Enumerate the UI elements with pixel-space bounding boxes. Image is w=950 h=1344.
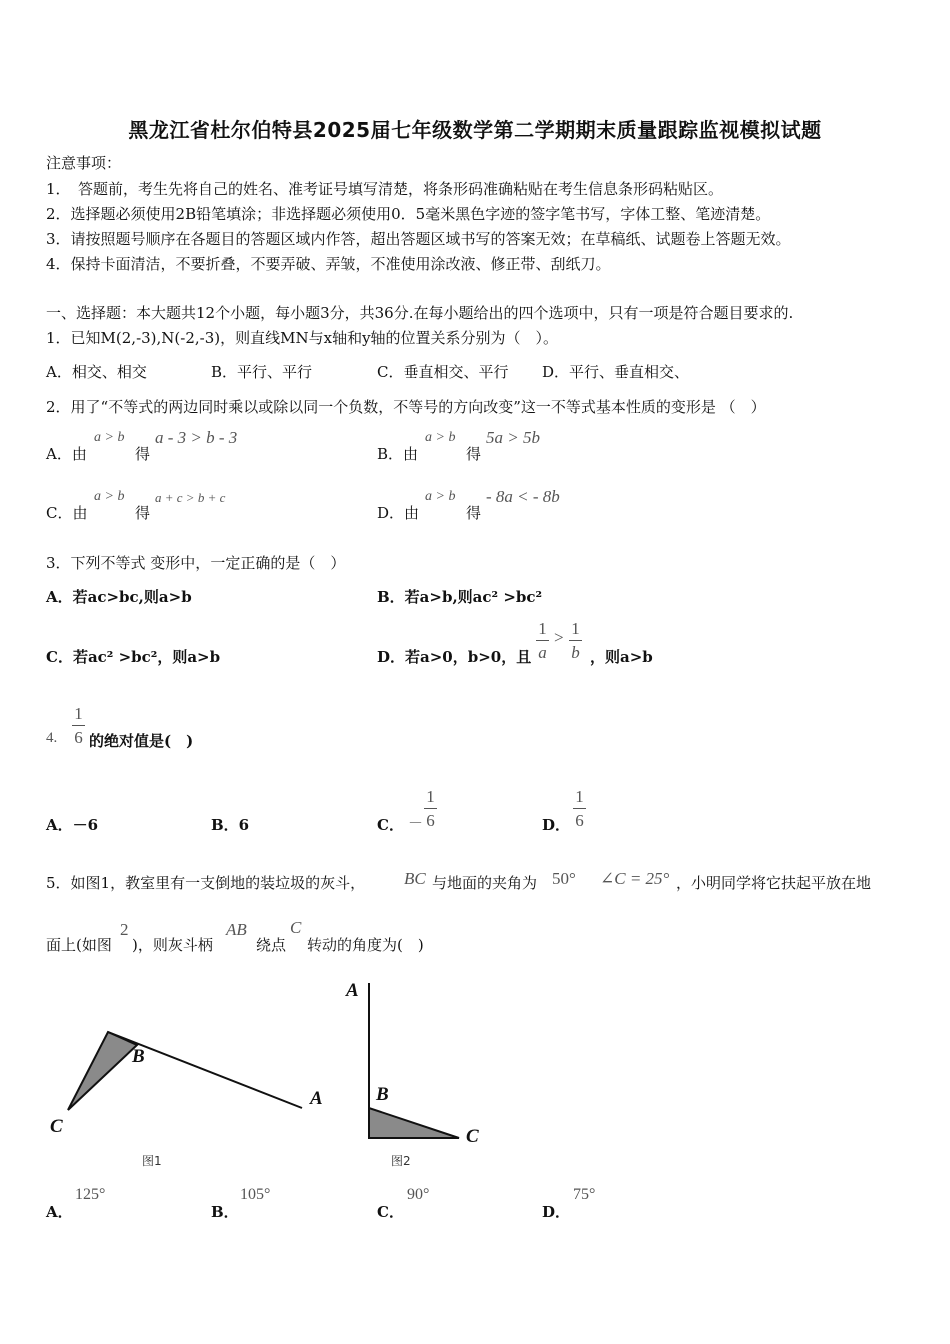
fraction-one-sixth <box>72 705 85 746</box>
q5-line1-end: ，小明同学将它扶起平放在地 <box>676 874 872 892</box>
q2-b-prefix: B．由 <box>377 445 419 463</box>
handle-line <box>108 1032 302 1108</box>
q5-d-value: 75° <box>573 1186 596 1203</box>
q5-angle-c: ∠C = 25° <box>600 869 670 888</box>
fraction-bar <box>424 808 437 809</box>
q1-option-d[interactable]: D．平行、垂直相交、 <box>542 363 690 381</box>
fig1-point-b: B <box>132 1046 145 1067</box>
q2-d-result: - 8a < - 8b <box>486 487 560 506</box>
q2-a-prefix: A．由 <box>46 445 87 463</box>
q2-c-de: 得 <box>135 504 151 522</box>
dustpan-shape <box>369 1108 459 1138</box>
question-4-number: 4. <box>46 730 58 746</box>
fraction-numerator: 1 <box>575 787 584 806</box>
question-1-stem: 1．已知M(2,-3),N(-2,-3)，则直线MN与x轴和y轴的位置关系分别为（ ）。 <box>46 329 559 347</box>
q2-c-result: a + c > b + c <box>155 490 226 505</box>
fraction-denominator: a <box>538 643 547 662</box>
q5-angle-50: 50° <box>552 869 576 888</box>
q5-ab: AB <box>226 920 247 939</box>
fraction-denominator: b <box>571 643 580 662</box>
q2-b-result: 5a > 5b <box>486 428 540 447</box>
q2-c-prefix: C．由 <box>46 504 88 522</box>
fig2-point-a: A <box>346 980 359 1001</box>
notice-item-4: 4．保持卡面清洁，不要折叠，不要弄破、弄皱，不准使用涂改液、修正带、刮纸刀。 <box>46 255 611 273</box>
notice-item-3: 3．请按照题号顺序在各题目的答题区域内作答，超出答题区域书写的答案无效；在草稿纸、试题卷上答题无效。 <box>46 230 791 248</box>
figure-2 <box>360 975 480 1145</box>
q5-a-label: A． <box>46 1203 73 1221</box>
q5-a-value: 125° <box>75 1186 106 1203</box>
q5-line2-mid2: 绕点 <box>256 936 287 954</box>
fraction-bar <box>569 640 582 641</box>
q5-bc: BC <box>404 869 426 888</box>
fraction-numerator: 1 <box>74 704 83 723</box>
q4-option-a[interactable]: A．－6 <box>46 816 99 834</box>
question-3-stem: 3．下列不等式 变形中，一定正确的是（ ） <box>46 554 346 572</box>
notice-heading: 注意事项： <box>46 154 122 172</box>
fraction-denominator: 6 <box>575 811 584 830</box>
figure-1 <box>40 1020 340 1180</box>
notice-item-2: 2．选择题必须使用2B铅笔填涂；非选择题必须使用0．5毫米黑色字迹的签字笔书写，字体工整、笔迹清楚。 <box>46 205 771 223</box>
q5-c-label: C． <box>377 1203 404 1221</box>
q5-line2-start: 面上(如图 <box>46 936 112 954</box>
q5-b-value: 105° <box>240 1186 271 1203</box>
fraction-bar <box>573 808 586 809</box>
q3-option-a[interactable]: A．若ac>bc,则a>b <box>46 588 192 606</box>
q2-a-condition: a > b <box>94 430 125 445</box>
q2-c-condition: a > b <box>94 489 125 504</box>
q3-d-suffix: ，则a>b <box>590 648 653 666</box>
fraction-numerator: 1 <box>538 619 547 638</box>
fraction-bar <box>536 640 549 641</box>
greater-than-sign: > <box>554 628 564 647</box>
q2-d-prefix: D．由 <box>377 504 420 522</box>
fraction-bar <box>72 725 85 726</box>
q4-c-label: C． <box>377 816 404 834</box>
q2-b-condition: a > b <box>425 430 456 445</box>
page-title: 黑龙江省杜尔伯特县2025届七年级数学第二学期期末质量跟踪监视模拟试题 <box>128 118 822 142</box>
fraction-1-over-a <box>536 620 549 661</box>
section-heading: 一、选择题：本大题共12个小题，每小题3分，共36分.在每小题给出的四个选项中，只有一项是符合题目要求的. <box>46 304 794 322</box>
fig1-point-c: C <box>50 1116 63 1137</box>
fraction-1-over-b <box>569 620 582 661</box>
question-4-stem: 的绝对值是( ) <box>89 732 194 750</box>
q5-line2-mid: )，则灰斗柄 <box>132 936 213 954</box>
q3-d-prefix: D．若a>0，b>0，且 <box>377 648 532 666</box>
fraction-numerator: 1 <box>571 619 580 638</box>
fig2-point-b: B <box>376 1084 389 1105</box>
q1-option-b[interactable]: B．平行、平行 <box>211 363 313 381</box>
q5-line1-start: 5．如图1，教室里有一支倒地的装垃圾的灰斗， <box>46 874 366 892</box>
fraction-denominator: 6 <box>74 728 83 747</box>
fraction-one-sixth <box>573 788 586 829</box>
q1-option-c[interactable]: C．垂直相交、平行 <box>377 363 509 381</box>
q1-option-a[interactable]: A．相交、相交 <box>46 363 147 381</box>
dustpan-shape <box>68 1032 137 1110</box>
notice-item-1: 1． 答题前，考生先将自己的姓名、准考证号填写清楚，将条形码准确粘贴在考生信息条形码粘贴区。 <box>46 180 724 198</box>
question-2-stem: 2．用了“不等式的两边同时乘以或除以同一个负数，不等号的方向改变”这一不等式基本性质的变形是 （ ） <box>46 398 766 416</box>
q2-b-de: 得 <box>466 445 482 463</box>
fraction-numerator: 1 <box>426 787 435 806</box>
q3-option-b[interactable]: B．若a>b,则ac² >bc² <box>377 588 543 606</box>
q2-d-condition: a > b <box>425 489 456 504</box>
fig2-point-c: C <box>466 1126 479 1147</box>
q5-c-value: 90° <box>407 1186 430 1203</box>
q5-d-label: D． <box>542 1203 571 1221</box>
q4-c-sign: － <box>408 816 424 832</box>
q5-point-c: C <box>290 918 302 937</box>
q4-d-label: D． <box>542 816 571 834</box>
q5-fig-two: 2 <box>120 920 129 939</box>
figure-2-caption: 图2 <box>391 1154 411 1168</box>
q2-d-de: 得 <box>466 504 482 522</box>
q5-b-label: B． <box>211 1203 239 1221</box>
q2-a-de: 得 <box>135 445 151 463</box>
q5-line1-mid: 与地面的夹角为 <box>432 874 538 892</box>
figure-1-caption: 图1 <box>142 1154 162 1168</box>
fig1-point-a: A <box>310 1088 323 1109</box>
q4-option-b[interactable]: B．6 <box>211 816 250 834</box>
fraction-one-sixth <box>424 788 437 829</box>
q3-option-c[interactable]: C．若ac² >bc²，则a>b <box>46 648 221 666</box>
q5-line2-end: 转动的角度为( ) <box>307 936 424 954</box>
q2-a-result: a - 3 > b - 3 <box>155 428 238 447</box>
fraction-denominator: 6 <box>426 811 435 830</box>
